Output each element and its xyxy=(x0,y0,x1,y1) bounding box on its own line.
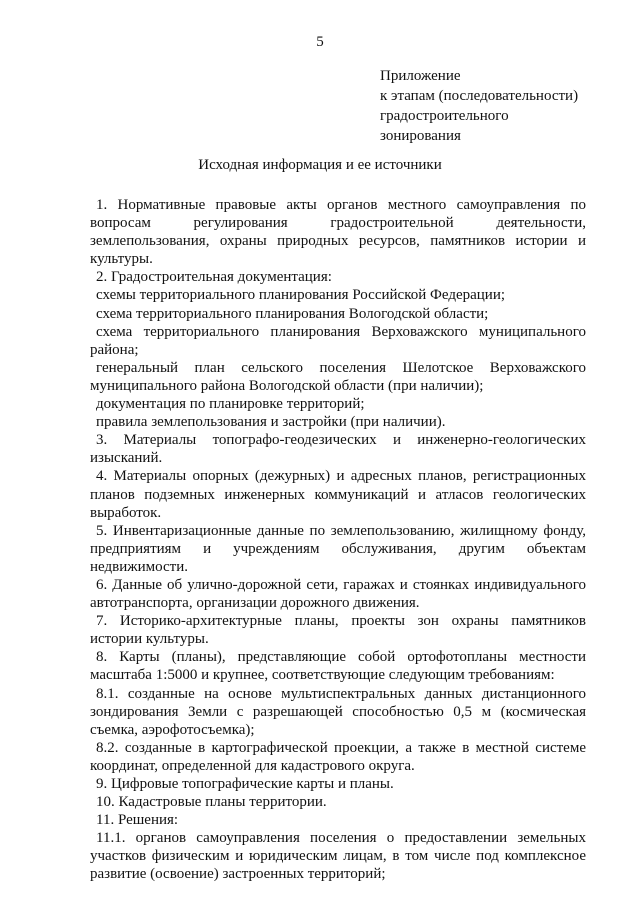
document-body xyxy=(90,196,586,884)
paragraph-8-2: 8.2. созданные в картографической проекции, а также в местной системе координат, определенной для кадастрового округа. xyxy=(90,739,586,774)
paragraph-3: 3. Материалы топографо-геодезических и инженерно-геологических изысканий. xyxy=(90,432,586,467)
list-item: документация по планировке территорий; xyxy=(96,396,365,413)
appendix-line: Приложение xyxy=(380,68,461,84)
appendix-header xyxy=(380,66,578,146)
list-item: схема территориального планирования Верховажского муниципального района; xyxy=(90,323,586,358)
paragraph-8: 8. Карты (планы), представляющие собой ортофотопланы местности масштаба 1:5000 и крупнее, соответствующие следующим требованиям: xyxy=(90,649,586,684)
paragraph-11-1: 11.1. органов самоуправления поселения о предоставлении земельных участков физическим и юридическим лицам, в том числе под комплексное развитие (освоение) застроенных территорий; xyxy=(90,830,586,883)
paragraph-1: 1. Нормативные правовые акты органов местного самоуправления по вопросам регулирования градостроительной деятельности, землепользования, охраны природных ресурсов, памятников истории и культуры. xyxy=(90,197,586,268)
paragraph-2: 2. Градостроительная документация: xyxy=(96,269,332,286)
appendix-line: градостроительного xyxy=(380,108,509,124)
paragraph-8-1: 8.1. созданные на основе мультиспектральных данных дистанционного зондирования Земли с разрешающей способностью 0,5 м (космическая съемка, аэрофотосъемка); xyxy=(90,685,586,738)
paragraph-9: 9. Цифровые топографические карты и планы. xyxy=(96,776,394,792)
document-title: Исходная информация и ее источники xyxy=(198,157,442,173)
paragraph-11: 11. Решения: xyxy=(96,812,179,829)
list-item: схемы территориального планирования Российской Федерации; xyxy=(96,287,506,304)
paragraph-4: 4. Материалы опорных (дежурных) и адресных планов, регистрационных планов подземных инженерных коммуникаций и атласов геологических выработок. xyxy=(90,468,586,521)
list-item: правила землепользования и застройки (при наличии). xyxy=(96,414,446,431)
list-item: генеральный план сельского поселения Шелотское Верховажского муниципального района Вологодской области (при наличии); xyxy=(90,359,586,394)
paragraph-7: 7. Историко-архитектурные планы, проекты зон охраны памятников истории культуры. xyxy=(90,613,586,648)
paragraph-10: 10. Кадастровые планы территории. xyxy=(96,794,327,811)
appendix-line: к этапам (последовательности) xyxy=(380,88,579,104)
appendix-line: зонирования xyxy=(380,128,461,144)
paragraph-6: 6. Данные об улично-дорожной сети, гаражах и стоянках индивидуального автотранспорта, организации дорожного движения. xyxy=(90,576,586,612)
paragraph-5: 5. Инвентаризационные данные по землепользованию, жилищному фонду, предприятиям и учреждениям обслуживания, другим объектам недвижимости. xyxy=(90,522,586,575)
page-number: 5 xyxy=(316,34,324,50)
list-item: схема территориального планирования Вологодской области; xyxy=(96,305,489,322)
